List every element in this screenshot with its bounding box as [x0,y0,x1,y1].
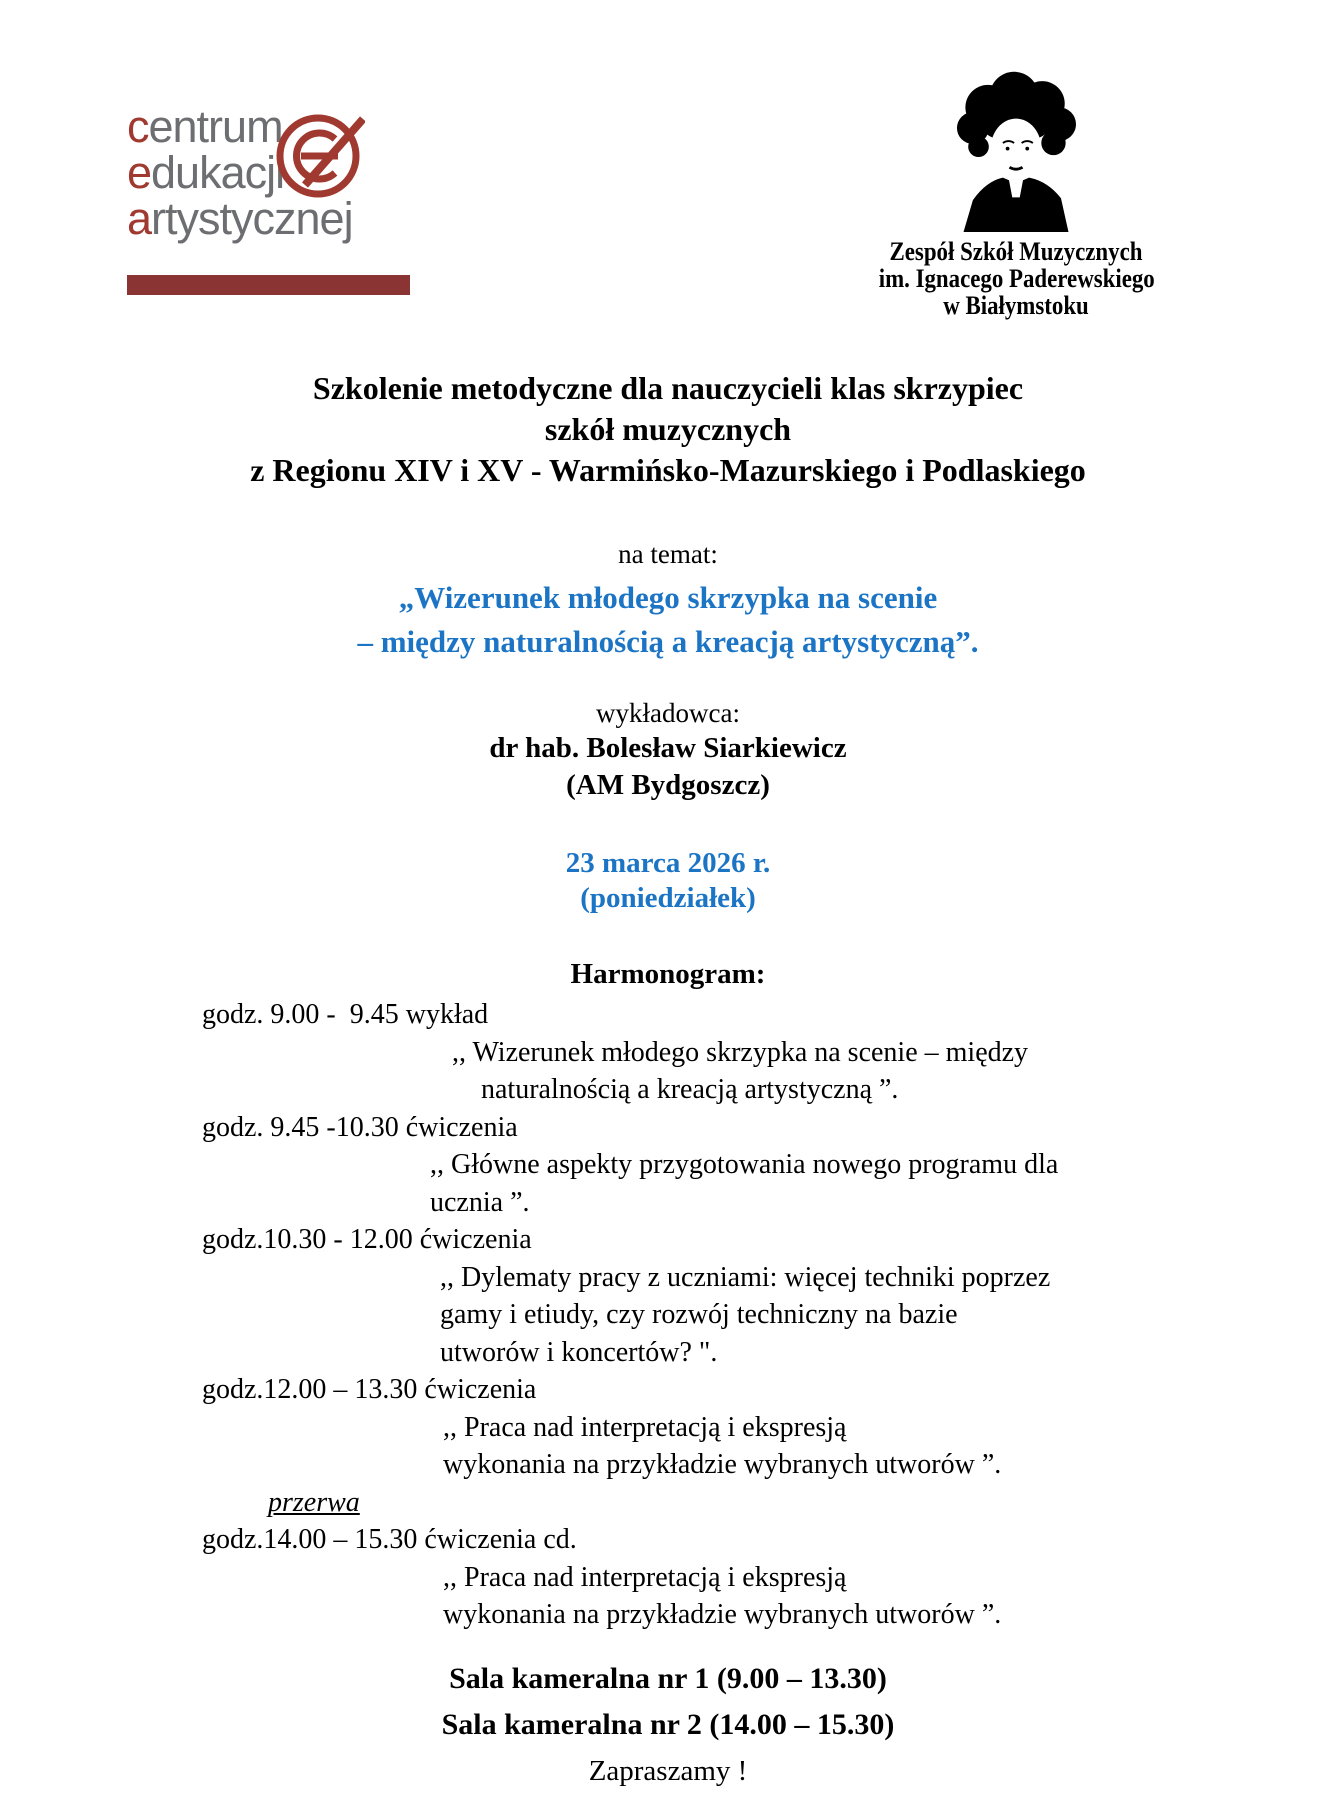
footer-invite: Zapraszamy ! [588,1754,748,1787]
schedule-line: naturalnością a kreacją artystyczną ”. [481,1074,899,1105]
cea-word-rest: entrum [148,101,283,152]
lecturer-label: wykładowca: [596,698,740,728]
schedule-line: utworów i koncertów? ". [440,1336,718,1368]
schedule-line: godz. 9.45 -10.30 ćwiczenia [202,1111,518,1143]
schedule-line: przerwa [268,1486,360,1518]
topic-line-1: „Wizerunek młodego skrzypka na scenie [398,580,938,615]
schedule-heading: Harmonogram: [570,958,766,990]
topic-title [0,576,1336,664]
schedule-line: wykonania na przykładzie wybranych utworów ”. [443,1449,1002,1480]
footer-room-1: Sala kameralna nr 1 (9.00 – 13.30) [449,1661,887,1695]
school-name-line: Zespół Szkół Muzycznych [889,237,1143,266]
cea-accent-letter: e [127,147,152,198]
cea-word-rest: dukacji [151,147,285,198]
title-line-3: z Regionu XIV i XV - Warmińsko-Mazurskiego i Podlaskiego [250,452,1086,488]
footer [0,1656,1336,1794]
schedule [0,996,1336,1634]
topic-label: na temat: [618,539,718,569]
schedule-line: godz.14.00 – 15.30 ćwiczenia cd. [202,1524,577,1555]
event-day-line: (poniedziałek) [580,882,756,914]
document-title [0,368,1336,491]
schedule-line: ucznia ”. [430,1186,530,1218]
schedule-line: godz.10.30 - 12.00 ćwiczenia [202,1224,532,1255]
schedule-line: ,, Wizerunek młodego skrzypka na scenie – między [452,1036,1029,1068]
cea-accent-letter: a [127,193,152,244]
topic-line-2: – między naturalnością a kreacją artystyczną”. [357,624,979,659]
schedule-line: godz. 9.00 - 9.45 wykład [202,999,489,1030]
footer-room-2: Sala kameralna nr 2 (14.00 – 15.30) [441,1707,895,1741]
schedule-line: ,, Praca nad interpretacją i ekspresją [443,1411,847,1443]
cea-word-rest: rtystycznej [151,193,353,244]
school-name-line: im. Ignacego Paderewskiego [878,264,1155,293]
schedule-line: ,, Główne aspekty przygotowania nowego programu dla [430,1149,1059,1180]
schedule-line: gamy i etiudy, czy rozwój techniczny na bazie [440,1299,958,1330]
title-line-2: szkół muzycznych [544,411,792,447]
schedule-line: wykonania na przykładzie wybranych utworów ”. [443,1599,1002,1630]
schedule-line: ,, Dylematy pracy z uczniami: więcej techniki poprzez [440,1261,1051,1293]
title-line-1: Szkolenie metodyczne dla nauczycieli klas skrzypiec [312,370,1024,406]
event-date [0,846,1336,916]
school-name-line: w Białymstoku [943,291,1089,320]
lecturer-name: dr hab. Bolesław Siarkiewicz [489,732,847,764]
cea-accent-letter: c [127,101,149,152]
event-date-line: 23 marca 2026 r. [565,847,771,879]
schedule-line: ,, Praca nad interpretacją i ekspresją [443,1561,847,1593]
lecturer-affiliation: (AM Bydgoszcz) [566,769,770,801]
schedule-line: godz.12.00 – 13.30 ćwiczenia [202,1374,537,1405]
